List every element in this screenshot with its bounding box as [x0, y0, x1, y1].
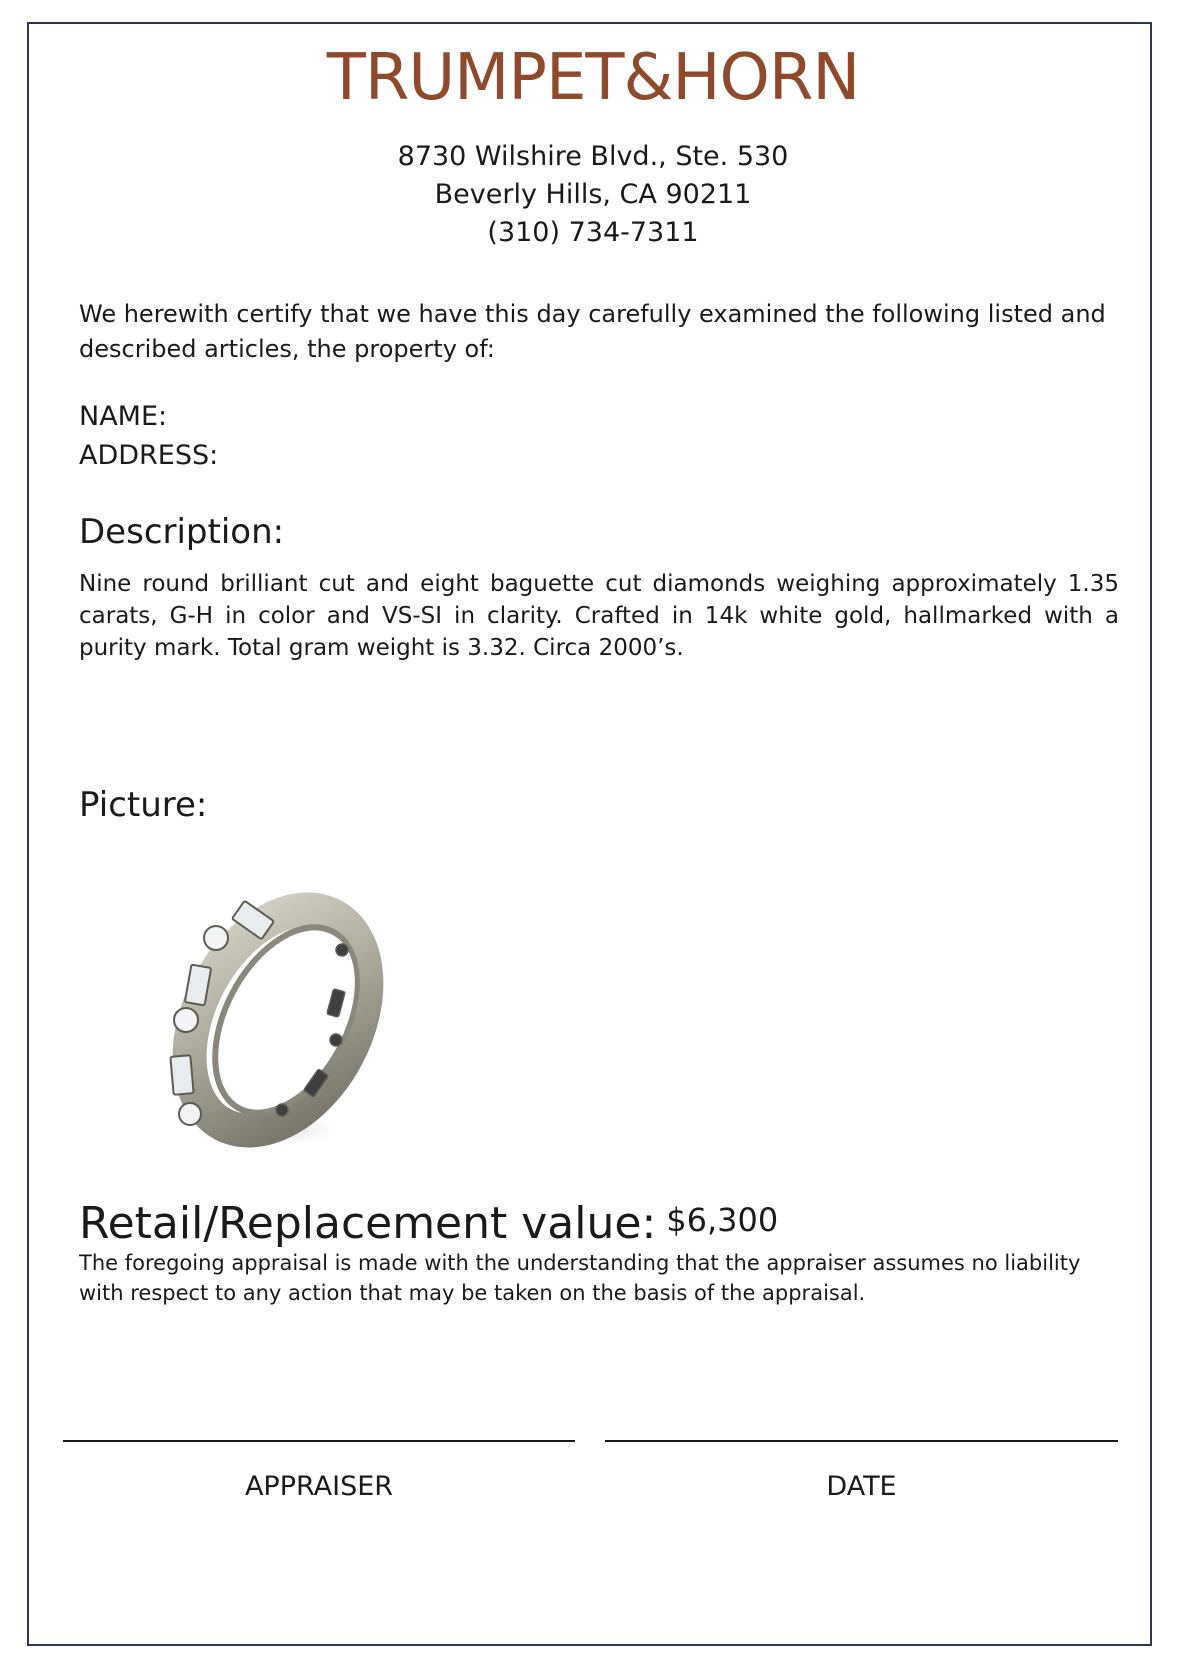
appraisal-disclaimer: The foregoing appraisal is made with the understanding that the appraiser assumes no liability with respect to any action that may be taken on the basis of the appraisal.	[79, 1251, 1081, 1305]
diamond-ring-image	[160, 880, 390, 1160]
description-heading: Description:	[79, 512, 285, 552]
owner-address-label: ADDRESS:	[79, 440, 219, 471]
appraiser-signature-line	[63, 1440, 575, 1442]
certification-statement: We herewith certify that we have this day carefully examined the following listed and described articles, the property of:	[79, 300, 1106, 363]
valuation-label: Retail/Replacement value:	[79, 1198, 657, 1249]
valuation-amount: $6,300	[666, 1201, 779, 1239]
appraiser-label: APPRAISER	[244, 1471, 394, 1502]
street-address: 8730 Wilshire Blvd., Ste. 530	[397, 141, 789, 172]
store-address	[0, 138, 1186, 252]
date-label: DATE	[826, 1471, 897, 1502]
city-address: Beverly Hills, CA 90211	[434, 179, 752, 210]
owner-name-label: NAME:	[79, 401, 168, 432]
valuation-line	[79, 1196, 778, 1252]
description-text: Nine round brilliant cut and eight baguette cut diamonds weighing approximately 1.35 carats, G-H in color and VS-SI in clarity. Crafted in 14k white gold, hallmarked with a purity mark. Total gram weight is 3.32. Circa 2000’s.	[79, 571, 1119, 661]
document-frame	[27, 22, 1152, 1646]
date-signature-line	[605, 1440, 1118, 1442]
phone-number: (310) 734-7311	[487, 217, 699, 248]
picture-heading: Picture:	[79, 785, 208, 825]
brand-logo: TRUMPET&HORN	[326, 41, 860, 115]
